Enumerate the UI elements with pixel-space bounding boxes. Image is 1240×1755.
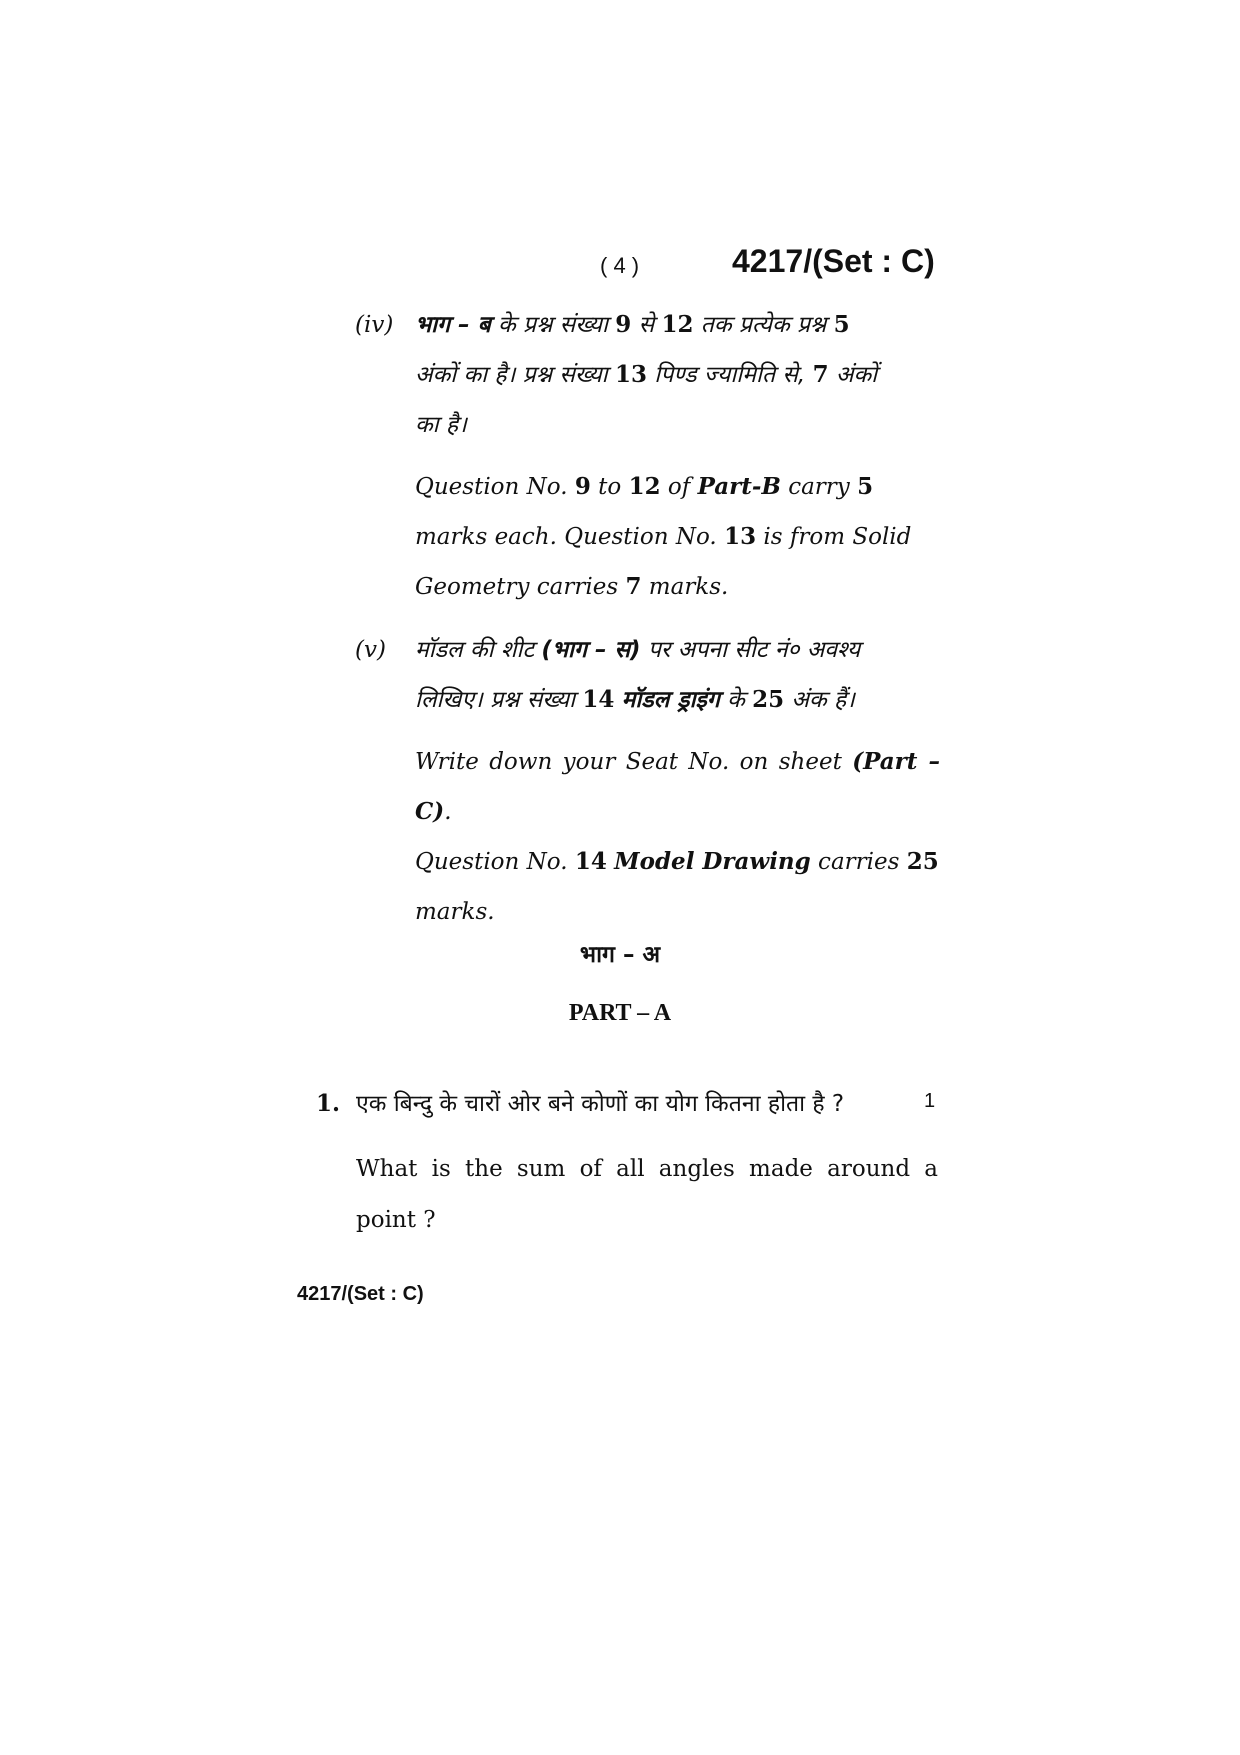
instruction-english — [415, 737, 940, 937]
emphasis-run: Model Drawing — [614, 848, 811, 875]
text-run: Write down your Seat No. on sheet — [415, 749, 853, 775]
text-run: marks each. Question No. — [415, 524, 725, 550]
number-run: 12 — [628, 473, 661, 500]
text-run: पर अपना सीट नं० अवश्य — [640, 637, 861, 663]
number-run: 13 — [724, 523, 757, 550]
part-heading-hindi: भाग – अ — [579, 942, 661, 968]
text-run: लिखिए। प्रश्न संख्या — [415, 687, 583, 713]
text-run: अंकों का है। प्रश्न संख्या — [415, 362, 615, 388]
question-text-hindi: एक बिन्दु के चारों ओर बने कोणों का योग कितना होता है ? — [356, 1091, 845, 1117]
text-run: Question No. — [415, 849, 575, 875]
text-run: अंकों — [828, 362, 878, 388]
text-line — [415, 462, 940, 512]
text-run: अंक हैं। — [784, 687, 855, 713]
instruction-hindi — [415, 300, 940, 450]
number-run: 12 — [661, 311, 694, 338]
text-run: to — [590, 474, 629, 500]
emphasis-run: मॉडल ड्राइंग — [621, 687, 720, 713]
number-run: 25 — [752, 686, 785, 713]
number-run: 25 — [906, 848, 939, 875]
text-run: के — [719, 687, 753, 713]
text-run: marks. — [641, 574, 729, 600]
text-line — [415, 512, 940, 562]
paper-code-header: 4217/(Set : C) — [732, 243, 935, 279]
text-line — [415, 400, 940, 450]
emphasis-run: Part-B — [697, 473, 781, 500]
text-line — [415, 675, 940, 725]
number-run: 14 — [582, 686, 615, 713]
question-marks: 1 — [924, 1090, 936, 1112]
text-run: तक प्रत्येक प्रश्न — [693, 312, 834, 338]
text-line — [415, 625, 940, 675]
text-line — [415, 837, 940, 887]
text-line — [415, 300, 940, 350]
text-run: पिण्ड ज्यामिति से, — [646, 362, 813, 388]
instruction-number: (v) — [355, 637, 386, 663]
number-run: 13 — [614, 361, 647, 388]
text-run: Geometry carries — [415, 574, 626, 600]
number-run: 7 — [625, 573, 642, 600]
question-number: 1. — [316, 1090, 341, 1117]
instruction-hindi — [415, 625, 940, 725]
text-run: मॉडल की शीट — [415, 637, 542, 663]
text-run: carries — [810, 849, 907, 875]
number-run: 9 — [615, 311, 632, 338]
number-run: 5 — [833, 311, 850, 338]
number-run: 7 — [812, 361, 829, 388]
instruction-number: (iv) — [355, 312, 394, 338]
number-run: 5 — [857, 473, 874, 500]
question-text-english: What is the sum of all angles made around a point ? — [356, 1156, 938, 1233]
number-run: 14 — [574, 848, 607, 875]
text-run: . — [444, 799, 452, 825]
text-run: marks. — [415, 899, 495, 925]
text-run — [614, 687, 621, 713]
text-run: is from Solid — [756, 524, 912, 550]
text-line — [415, 737, 940, 837]
text-line — [415, 562, 940, 612]
part-heading-english: PART – A — [568, 1000, 672, 1026]
text-run: के प्रश्न संख्या — [490, 312, 616, 338]
number-run: 9 — [574, 473, 591, 500]
text-run: का है। — [415, 412, 467, 438]
text-line — [415, 887, 940, 937]
page-number: ( 4 ) — [600, 253, 640, 278]
text-run: of — [660, 474, 698, 500]
emphasis-run: (Part – C) — [415, 748, 940, 825]
text-run: carry — [780, 474, 858, 500]
paper-code-footer: 4217/(Set : C) — [297, 1283, 424, 1305]
text-line — [415, 350, 940, 400]
text-run: से — [631, 312, 662, 338]
emphasis-run: (भाग – स) — [541, 637, 641, 663]
text-run: Question No. — [415, 474, 575, 500]
emphasis-run: भाग – ब — [415, 312, 491, 338]
instruction-english — [415, 462, 940, 612]
